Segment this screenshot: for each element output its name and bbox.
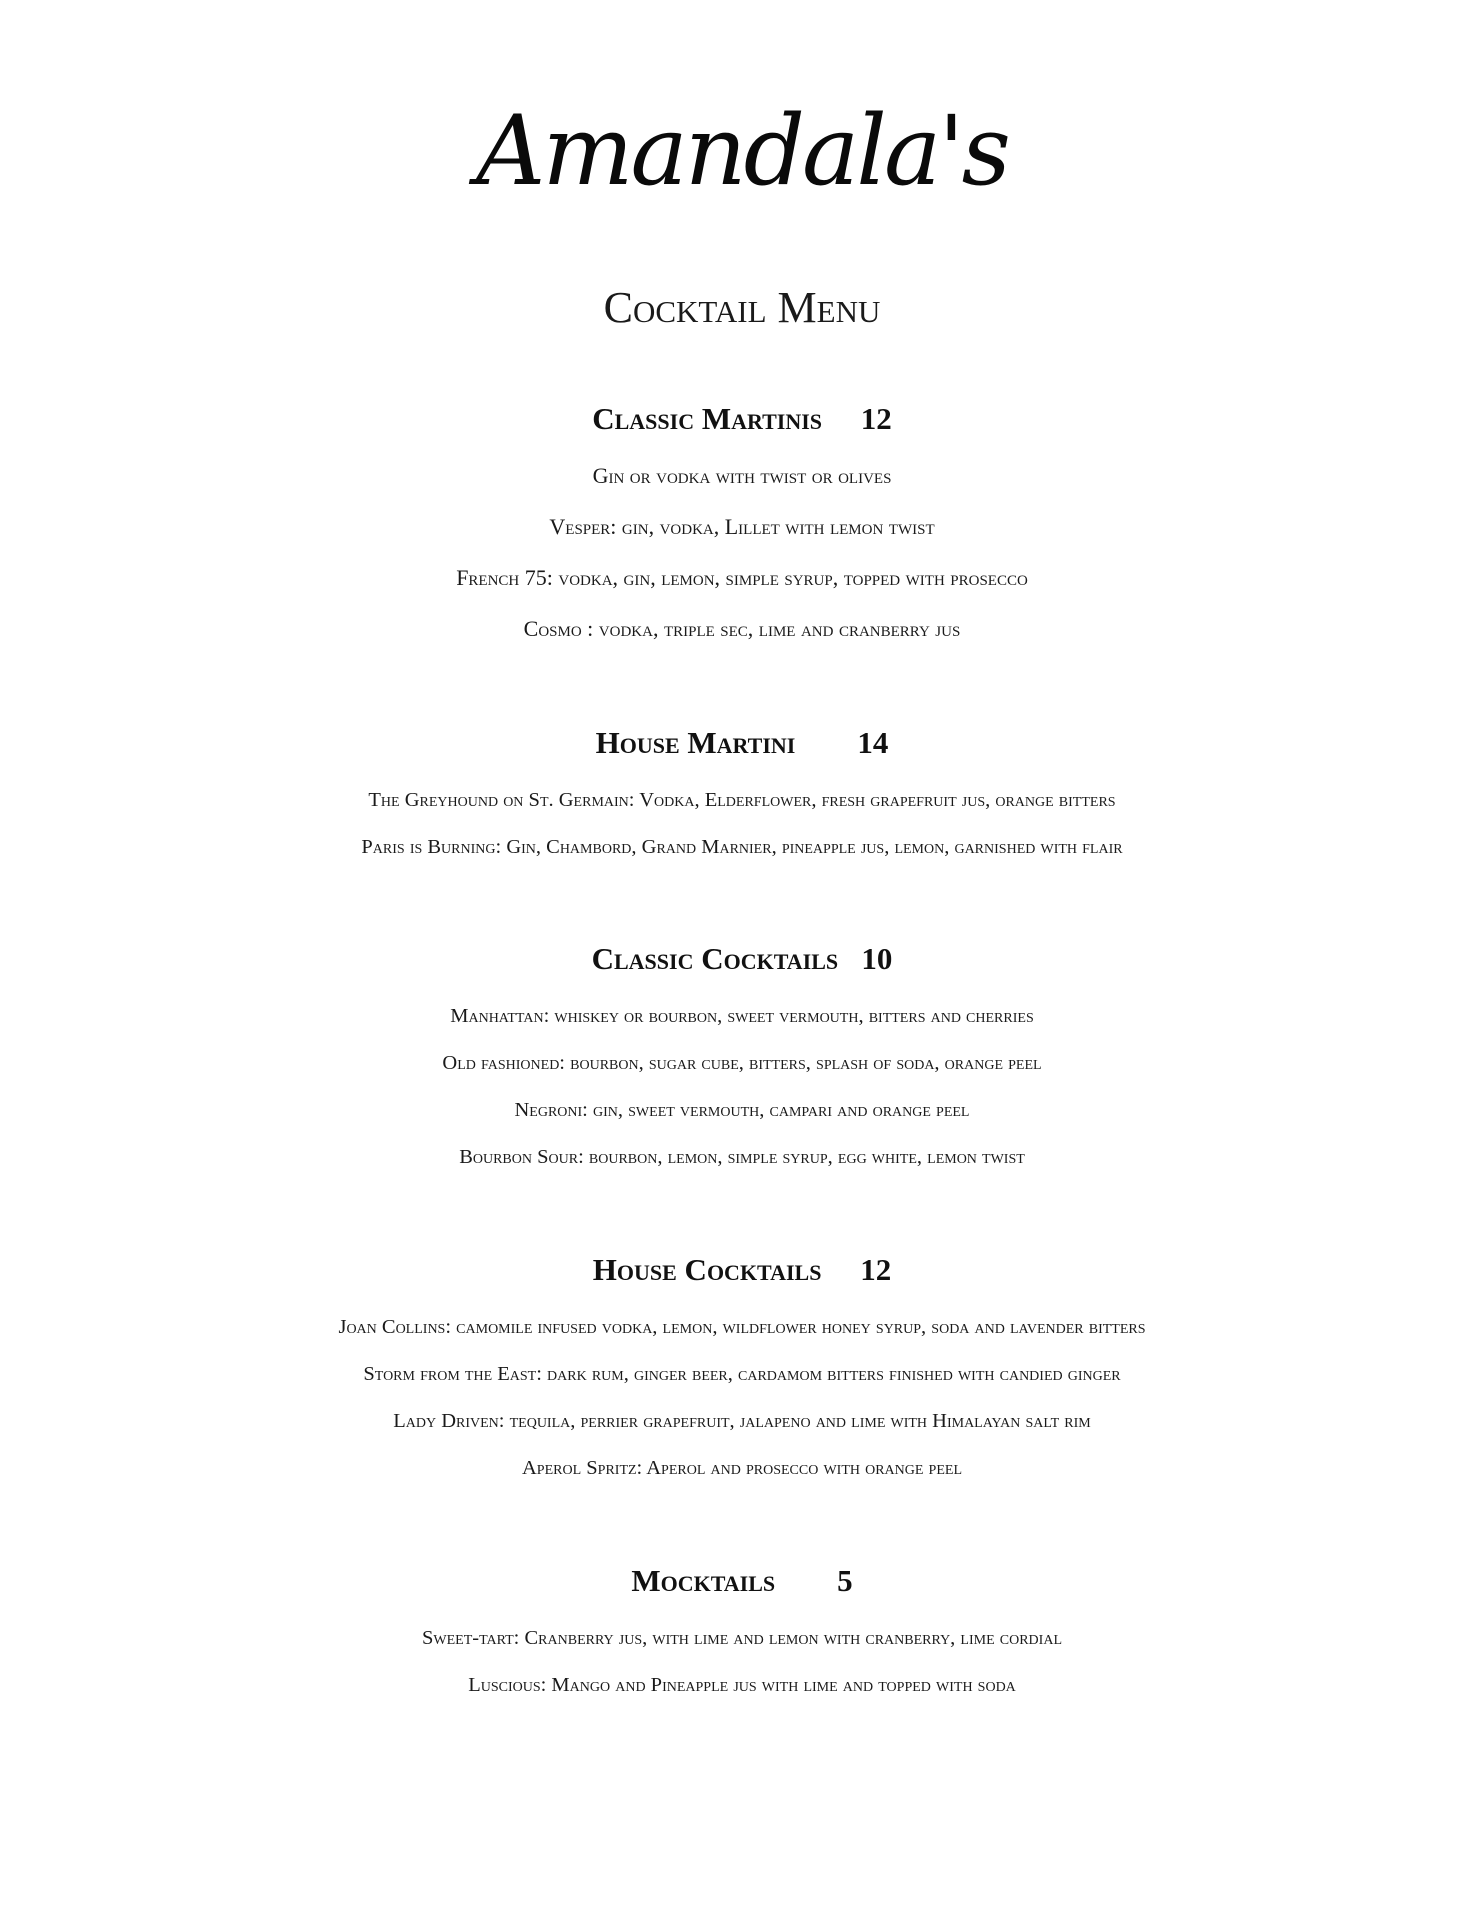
section-classic-cocktails bbox=[0, 939, 1484, 1181]
section-name: Classic Cocktails bbox=[591, 941, 839, 976]
section-heading bbox=[0, 939, 1484, 979]
item-list bbox=[0, 1304, 1484, 1492]
section-heading bbox=[0, 399, 1484, 439]
list-item: The Greyhound on St. Germain: Vodka, Elderflower, fresh grapefruit jus, orange bitters bbox=[368, 789, 1116, 811]
list-item: Cosmo : vodka, triple sec, lime and cranberry jus bbox=[523, 616, 961, 641]
list-item: Old fashioned: bourbon, sugar cube, bitters, splash of soda, orange peel bbox=[442, 1052, 1042, 1074]
item-list bbox=[0, 450, 1484, 654]
list-item: Vesper: gin, vodka, Lillet with lemon twist bbox=[549, 514, 935, 539]
section-name: Mocktails bbox=[631, 1563, 776, 1598]
section-heading bbox=[0, 723, 1484, 763]
section-heading bbox=[0, 1561, 1484, 1601]
section-name: House Cocktails bbox=[592, 1252, 822, 1287]
section-price: 14 bbox=[857, 725, 889, 760]
list-item: Aperol Spritz: Aperol and prosecco with orange peel bbox=[521, 1457, 962, 1479]
list-item: Negroni: gin, sweet vermouth, campari and orange peel bbox=[514, 1099, 970, 1121]
item-list bbox=[0, 993, 1484, 1181]
list-item: French 75: vodka, gin, lemon, simple syrup, topped with prosecco bbox=[456, 565, 1028, 590]
list-item: Storm from the East: dark rum, ginger beer, cardamom bitters finished with candied ginger bbox=[363, 1363, 1121, 1385]
section-name: Classic Martinis bbox=[592, 401, 823, 436]
section-price: 5 bbox=[837, 1563, 853, 1598]
section-price: 10 bbox=[861, 941, 893, 976]
list-item: Sweet-tart: Cranberry jus, with lime and lemon with cranberry, lime cordial bbox=[422, 1627, 1062, 1649]
list-item: Paris is Burning: Gin, Chambord, Grand Marnier, pineapple jus, lemon, garnished with flair bbox=[361, 836, 1123, 858]
list-item: Joan Collins: camomile infused vodka, lemon, wildflower honey syrup, soda and lavender bitters bbox=[338, 1316, 1146, 1338]
section-heading bbox=[0, 1250, 1484, 1290]
section-name: House Martini bbox=[595, 725, 796, 760]
list-item: Bourbon Sour: bourbon, lemon, simple syrup, egg white, lemon twist bbox=[459, 1146, 1025, 1168]
section-house-martini bbox=[0, 723, 1484, 871]
section-price: 12 bbox=[860, 1252, 892, 1287]
section-house-cocktails bbox=[0, 1250, 1484, 1492]
list-item: Gin or vodka with twist or olives bbox=[592, 463, 892, 488]
item-list bbox=[0, 777, 1484, 871]
item-list bbox=[0, 1615, 1484, 1709]
restaurant-logo: Amandala's bbox=[476, 95, 1008, 207]
list-item: Lady Driven: tequila, perrier grapefruit, jalapeno and lime with Himalayan salt rim bbox=[393, 1410, 1091, 1432]
list-item: Luscious: Mango and Pineapple jus with lime and topped with soda bbox=[468, 1674, 1016, 1696]
section-price: 12 bbox=[860, 401, 892, 436]
section-mocktails bbox=[0, 1561, 1484, 1709]
menu-title: Cocktail Menu bbox=[603, 283, 881, 332]
list-item: Manhattan: whiskey or bourbon, sweet vermouth, bitters and cherries bbox=[450, 1005, 1034, 1027]
section-classic-martinis bbox=[0, 399, 1484, 654]
